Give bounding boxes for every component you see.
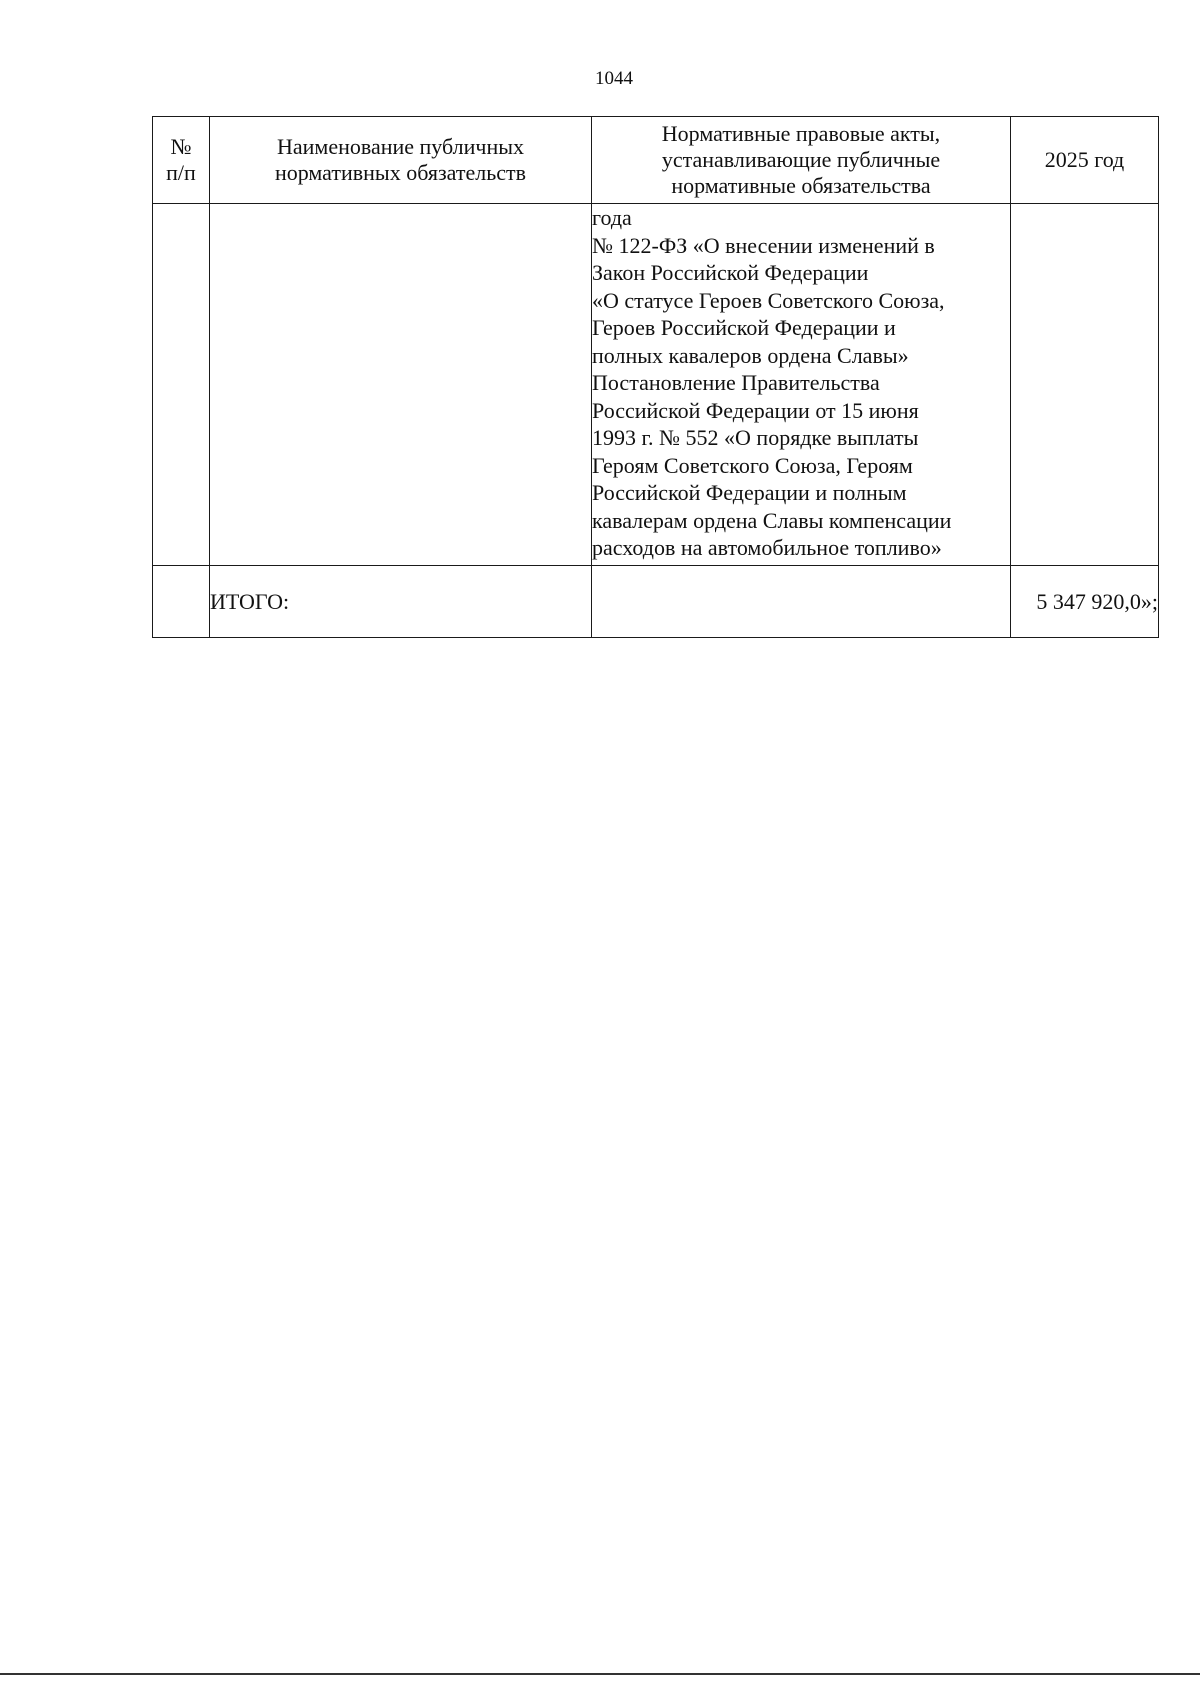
cell-legal-acts <box>592 204 1011 566</box>
page-number: 1044 <box>595 68 633 89</box>
total-value: 5 347 920,0»; <box>1011 566 1159 638</box>
acts-line: Героям Советского Союза, Героям <box>592 452 913 478</box>
acts-line: кавалерам ордена Славы компенсации <box>592 507 952 533</box>
header-acts-line-1: Нормативные правовые акты, <box>661 121 941 146</box>
total-label: ИТОГО: <box>210 566 592 638</box>
cell-year-amount <box>1011 204 1159 566</box>
header-number <box>153 117 210 204</box>
header-obligation-name <box>210 117 592 204</box>
table-row-continued <box>153 204 1159 566</box>
header-year-2025: 2025 год <box>1011 117 1159 204</box>
header-number-line-2: п/п <box>166 160 196 185</box>
cell-number <box>153 204 210 566</box>
acts-line: Героев Российской Федерации и <box>592 315 896 340</box>
acts-line: «О статусе Героев Советского Союза, <box>592 287 945 313</box>
header-name-line-2: нормативных обязательств <box>274 160 527 185</box>
public-obligations-table <box>152 116 1159 638</box>
total-cell-acts <box>592 566 1011 638</box>
cell-obligation-name <box>210 204 592 566</box>
table-row-total <box>153 566 1159 638</box>
table-header-row <box>153 117 1159 204</box>
acts-line: полных кавалеров ордена Славы» <box>592 342 909 368</box>
acts-line: Закон Российской Федерации <box>592 260 869 285</box>
page-bottom-rule <box>0 1673 1200 1675</box>
acts-line: Российской Федерации от 15 июня <box>592 397 919 423</box>
header-number-line-1: № <box>170 134 192 159</box>
header-acts-line-2: устанавливающие публичные <box>661 147 941 172</box>
acts-line: 1993 г. № 552 «О порядке выплаты <box>592 425 919 450</box>
acts-line: года <box>592 205 632 230</box>
header-acts-line-3: нормативные обязательства <box>671 173 931 198</box>
total-cell-number <box>153 566 210 638</box>
acts-line: Российской Федерации и полным <box>592 480 907 505</box>
header-name-line-1: Наименование публичных <box>276 134 525 159</box>
acts-line: расходов на автомобильное топливо» <box>592 535 942 560</box>
acts-line: № 122-ФЗ «О внесении изменений в <box>592 232 935 258</box>
header-legal-acts <box>592 117 1011 204</box>
acts-line: Постановление Правительства <box>592 370 880 395</box>
